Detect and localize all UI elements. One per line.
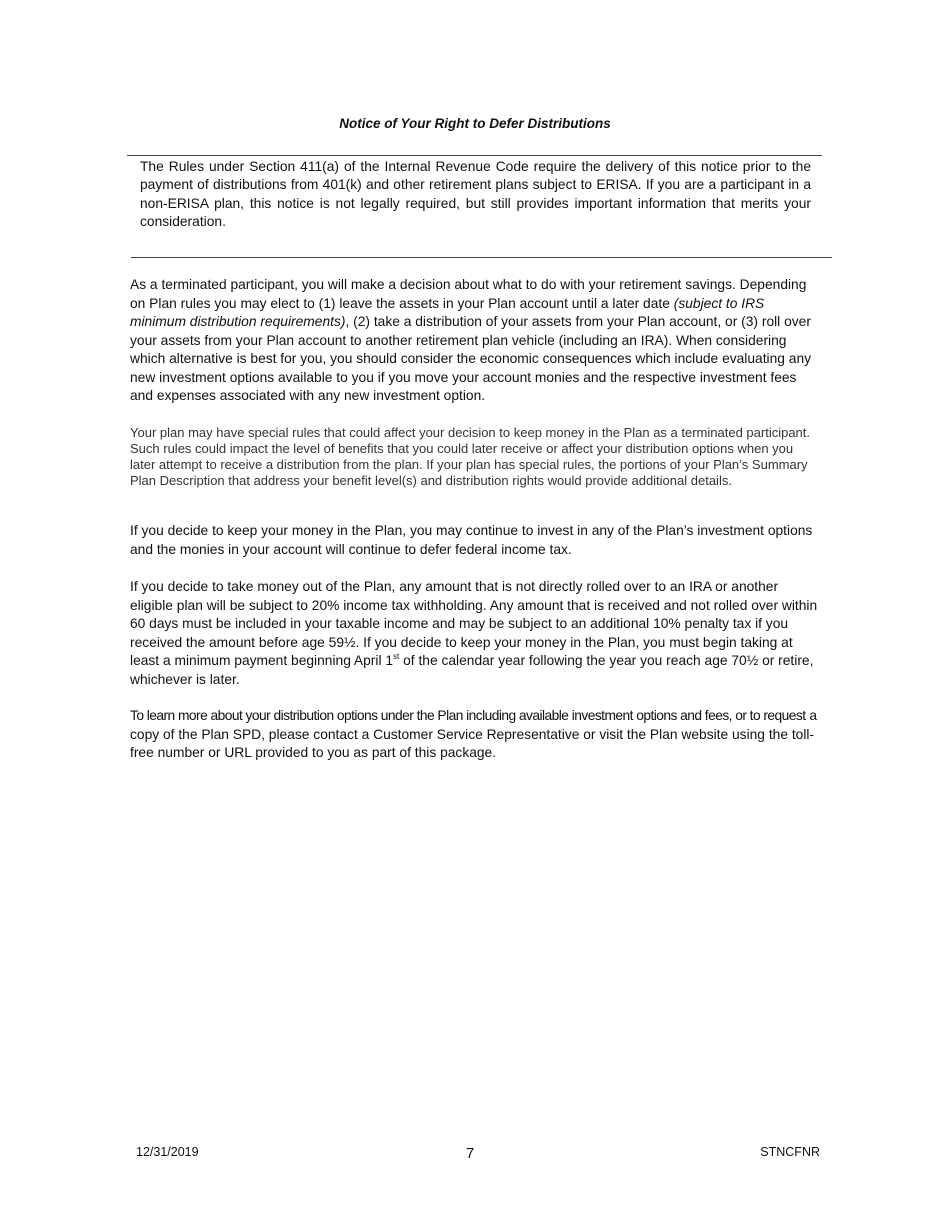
- paragraph-keep-money: If you decide to keep your money in the Plan, you may continue to invest in any of the Plan’s investment options and the monies in your account will continue to defer federal income tax.: [130, 523, 813, 557]
- footer-page-number: 7: [465, 1145, 475, 1162]
- notice-bottom-rule: [131, 257, 832, 258]
- paragraph-decision: [130, 276, 822, 406]
- paragraph-decision-text-2: , (2) take a distribution of your assets from your Plan account, or (3) roll over your assets from your Plan account to another retirement plan vehicle (including an IRA). When considering which alternative is best for you, you should consider the economic consequences which include evaluating any new investment options available to you if you move your account monies and the respective investment fees and expenses associated with any new investment option.: [130, 314, 812, 403]
- notice-top-rule: [127, 155, 822, 156]
- paragraph-take-money-text-2: of the calendar year following the year you reach age 70½ or retire, whichever is later.: [130, 653, 814, 687]
- notice-box-text: The Rules under Section 411(a) of the Internal Revenue Code require the delivery of this notice prior to the payment of distributions from 401(k) and other retirement plans subject to ERISA. If you are a participant in a non-ERISA plan, this notice is not legally required, but still provides important information that merits your consideration.: [140, 159, 811, 229]
- footer-document-code: STNCFNR: [760, 1145, 820, 1159]
- paragraph-special-rules: Your plan may have special rules that could affect your decision to keep money in the Plan as a terminated participant. Such rules could impact the level of benefits that you could later receive or affect your distribution options when you later attempt to receive a distribution from the plan. If your plan has special rules, the portions of your Plan’s Summary Plan Description that address your benefit level(s) and distribution rights would provide additional details.: [130, 425, 811, 488]
- paragraph-learn-more: [130, 707, 822, 763]
- footer-date: 12/31/2019: [136, 1145, 199, 1159]
- paragraph-decision-italic: (subject to IRS minimum distribution requirements): [130, 295, 765, 329]
- document-title: Notice of Your Right to Defer Distributions: [339, 116, 611, 131]
- paragraph-take-money: [130, 578, 822, 689]
- ordinal-superscript: st: [393, 652, 400, 661]
- paragraph-take-money-text-1: If you decide to take money out of the Plan, any amount that is not directly rolled over to an IRA or another eligible plan will be subject to 20% income tax withholding. Any amount that is received and not rolled over within 60 days must be included in your taxable income and may be subject to an additional 10% penalty tax if you received the amount before age 59½. If you decide to keep your money in the Plan, you must begin taking at least a minimum payment beginning April 1: [130, 579, 818, 668]
- paragraph-learn-more-text-1: To learn more about your distribution options under the Plan including available investment options and fees, or to request: [130, 708, 806, 723]
- paragraph-decision-text-1: As a terminated participant, you will make a decision about what to do with your retirement savings. Depending on Plan rules you may elect to (1) leave the assets in your Plan account until a later date: [130, 277, 807, 311]
- paragraph-learn-more-text-2: a copy of the Plan SPD, please contact a Customer Service Representative or visit the Plan website using the toll-free number or URL provided to you as part of this package.: [130, 708, 818, 760]
